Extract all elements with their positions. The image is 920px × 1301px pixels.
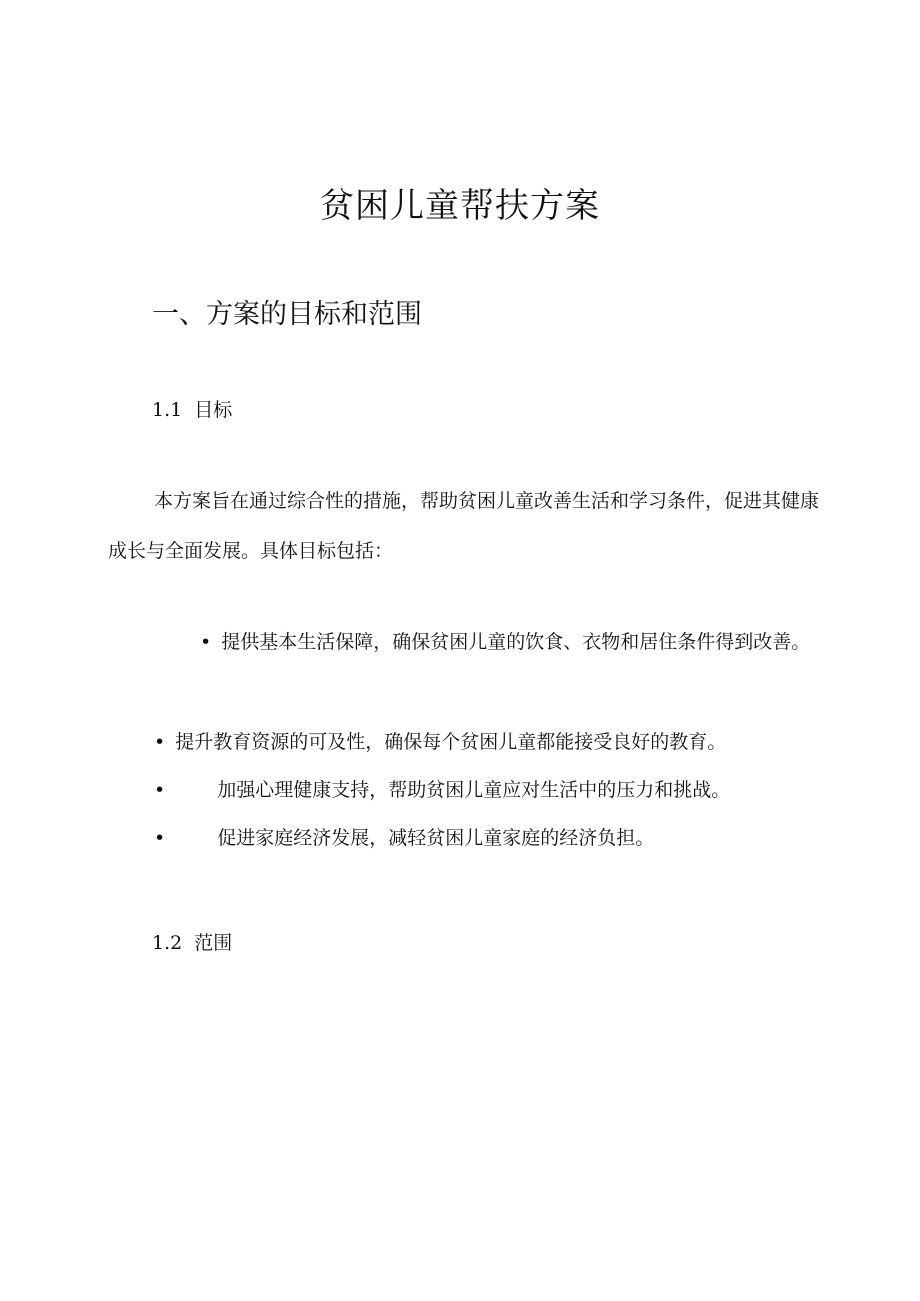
list-item [108,818,820,858]
list-item-text: 提供基本生活保障，确保贫困儿童的饮食、衣物和居住条件得到改善。 [221,631,811,653]
list-item [108,722,820,762]
subsection-heading-scope [152,928,232,955]
list-item-text: 促进家庭经济发展，减轻贫困儿童家庭的经济负担。 [217,827,655,849]
list-item [108,617,820,667]
bullet-icon: • [200,631,212,653]
subsection-label: 范围 [194,932,233,954]
intro-paragraph: 本方案旨在通过综合性的措施，帮助贫困儿童改善生活和学习条件，促进其健康成长与全面发展。具体目标包括： [108,490,820,562]
bullet-icon: • [154,827,166,849]
bullet-icon: • [154,779,166,801]
document-title: 贫困儿童帮扶方案 [320,186,600,226]
list-item-text: 提升教育资源的可及性，确保每个贫困儿童都能接受良好的教育。 [175,731,727,753]
list-item [108,770,820,810]
list-item-text: 加强心理健康支持，帮助贫困儿童应对生活中的压力和挑战。 [217,779,731,801]
bullet-icon: • [154,731,166,753]
subsection-number: 1.2 [152,932,183,954]
subsection-label: 目标 [194,399,233,421]
subsection-number: 1.1 [152,399,183,421]
section-heading: 一、方案的目标和范围 [152,299,422,330]
subsection-heading-goals [152,395,232,422]
